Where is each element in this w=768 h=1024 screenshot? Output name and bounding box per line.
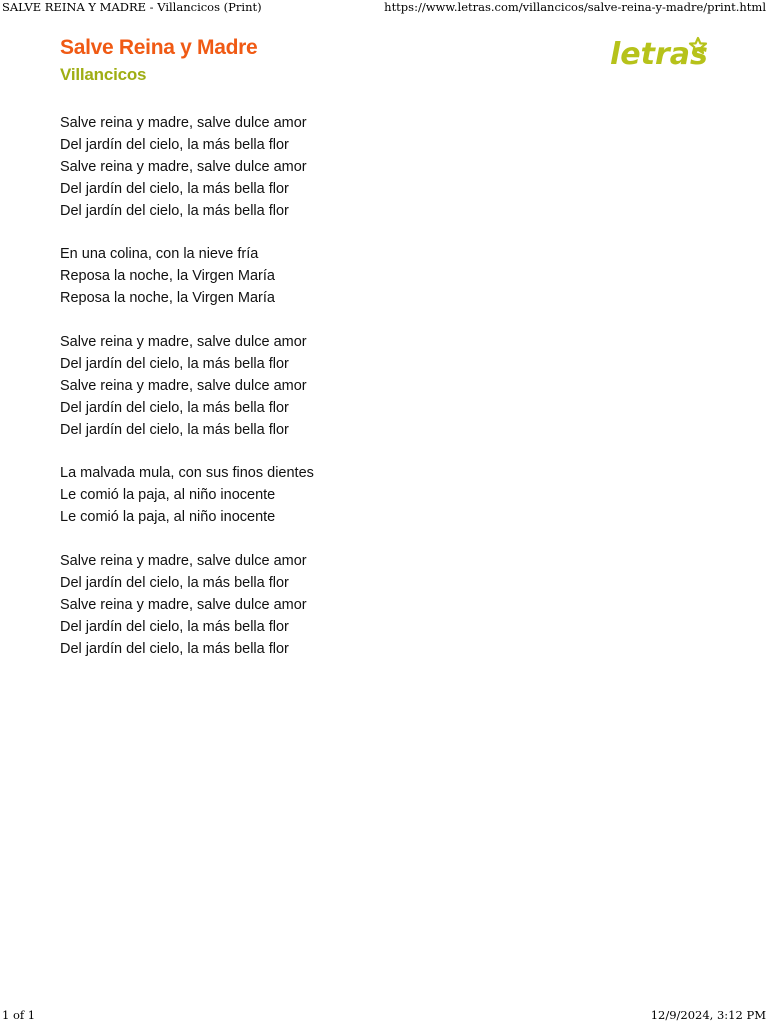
lyric-line: Del jardín del cielo, la más bella flor: [60, 618, 289, 635]
artist-name: Villancicos: [60, 65, 147, 84]
lyric-line: Del jardín del cielo, la más bella flor: [60, 399, 289, 416]
lyric-line: Le comió la paja, al niño inocente: [60, 509, 276, 526]
lyric-line: Salve reina y madre, salve dulce amor: [60, 596, 307, 613]
lyric-line: Salve reina y madre, salve dulce amor: [60, 553, 307, 570]
lyric-line: Del jardín del cielo, la más bella flor: [60, 574, 289, 591]
lyric-line: Salve reina y madre, salve dulce amor: [60, 377, 307, 394]
lyrics-body: [60, 113, 314, 682]
print-header-title: SALVE REINA Y MADRE - Villancicos (Print): [2, 0, 262, 14]
lyric-line: Del jardín del cielo, la más bella flor: [60, 136, 289, 153]
print-header-url: https://www.letras.com/villancicos/salve-reina-y-madre/print.html: [384, 0, 766, 14]
lyric-line: Salve reina y madre, salve dulce amor: [60, 158, 307, 175]
lyrics-stanza: [60, 551, 314, 661]
lyrics-stanza: [60, 244, 314, 310]
lyric-line: Reposa la noche, la Virgen María: [60, 268, 275, 285]
lyric-line: Salve reina y madre, salve dulce amor: [60, 115, 307, 131]
lyric-line: Reposa la noche, la Virgen María: [60, 290, 275, 307]
letras-logo: [610, 34, 710, 74]
lyric-line: Le comió la paja, al niño inocente: [60, 487, 276, 504]
lyrics-stanza: [60, 332, 314, 442]
lyrics-stanza: [60, 113, 314, 223]
lyric-line: Salve reina y madre, salve dulce amor: [60, 334, 307, 351]
lyric-line: Del jardín del cielo, la más bella flor: [60, 180, 289, 197]
song-title: Salve Reina y Madre: [60, 36, 258, 59]
letras-logo-text: letras: [610, 37, 708, 72]
print-footer-page-count: 1 of 1: [2, 1008, 36, 1022]
lyrics-stanza: [60, 463, 314, 529]
lyric-line: En una colina, con la nieve fría: [60, 246, 259, 263]
print-footer-datetime: 12/9/2024, 3:12 PM: [650, 1008, 766, 1022]
lyric-line: La malvada mula, con sus finos dientes: [60, 465, 314, 482]
lyric-line: Del jardín del cielo, la más bella flor: [60, 421, 289, 438]
lyric-line: Del jardín del cielo, la más bella flor: [60, 355, 289, 372]
lyric-line: Del jardín del cielo, la más bella flor: [60, 640, 289, 657]
lyric-line: Del jardín del cielo, la más bella flor: [60, 202, 289, 219]
